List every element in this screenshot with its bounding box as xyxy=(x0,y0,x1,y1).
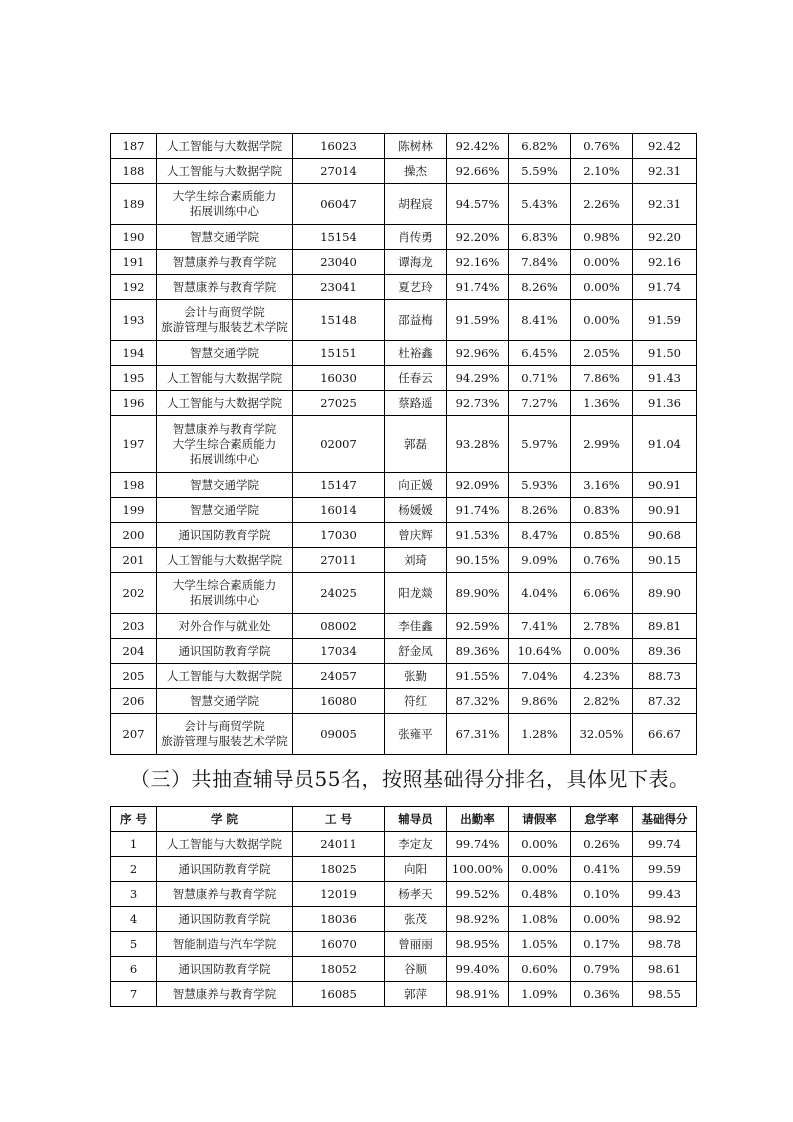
table-row xyxy=(111,300,697,341)
table-row xyxy=(111,134,697,159)
college-cell: 通识国防教育学院 xyxy=(157,857,293,882)
leave-rate-cell: 0.48% xyxy=(509,882,571,907)
staff-id-cell: 12019 xyxy=(293,882,385,907)
counselor-cell: 郭磊 xyxy=(385,416,447,473)
staff-id-cell: 23041 xyxy=(293,275,385,300)
base-score-cell: 90.91 xyxy=(633,473,697,498)
college-cell: 通识国防教育学院 xyxy=(157,907,293,932)
truancy-rate-cell: 1.36% xyxy=(571,391,633,416)
leave-rate-cell: 9.86% xyxy=(509,689,571,714)
index-cell: 188 xyxy=(111,159,157,184)
attendance-rate-cell: 99.74% xyxy=(447,832,509,857)
header-truancy-rate: 怠学率 xyxy=(571,807,633,832)
staff-id-cell: 24011 xyxy=(293,832,385,857)
leave-rate-cell: 8.26% xyxy=(509,275,571,300)
header-leave-rate: 请假率 xyxy=(509,807,571,832)
leave-rate-cell: 1.05% xyxy=(509,932,571,957)
base-score-cell: 99.59 xyxy=(633,857,697,882)
college-cell: 智能制造与汽车学院 xyxy=(157,932,293,957)
attendance-rate-cell: 92.16% xyxy=(447,250,509,275)
attendance-rate-cell: 92.42% xyxy=(447,134,509,159)
index-cell: 5 xyxy=(111,932,157,957)
table-row xyxy=(111,498,697,523)
college-cell: 人工智能与大数据学院 xyxy=(157,159,293,184)
index-cell: 204 xyxy=(111,639,157,664)
staff-id-cell: 18036 xyxy=(293,907,385,932)
index-cell: 1 xyxy=(111,832,157,857)
truancy-rate-cell: 0.00% xyxy=(571,250,633,275)
attendance-rate-cell: 98.92% xyxy=(447,907,509,932)
leave-rate-cell: 1.08% xyxy=(509,907,571,932)
staff-id-cell: 17030 xyxy=(293,523,385,548)
staff-id-cell: 23040 xyxy=(293,250,385,275)
table-row xyxy=(111,857,697,882)
truancy-rate-cell: 2.10% xyxy=(571,159,633,184)
leave-rate-cell: 1.09% xyxy=(509,982,571,1007)
leave-rate-cell: 8.26% xyxy=(509,498,571,523)
index-cell: 198 xyxy=(111,473,157,498)
college-cell: 会计与商贸学院 旅游管理与服装艺术学院 xyxy=(157,300,293,341)
truancy-rate-cell: 2.78% xyxy=(571,614,633,639)
table-row xyxy=(111,366,697,391)
truancy-rate-cell: 0.85% xyxy=(571,523,633,548)
college-cell: 人工智能与大数据学院 xyxy=(157,391,293,416)
counselor-cell: 向阳 xyxy=(385,857,447,882)
truancy-rate-cell: 0.00% xyxy=(571,639,633,664)
table-row xyxy=(111,664,697,689)
base-score-cell: 88.73 xyxy=(633,664,697,689)
leave-rate-cell: 10.64% xyxy=(509,639,571,664)
index-cell: 187 xyxy=(111,134,157,159)
table-row xyxy=(111,275,697,300)
counselor-cell: 曾庆辉 xyxy=(385,523,447,548)
base-score-cell: 91.04 xyxy=(633,416,697,473)
index-cell: 201 xyxy=(111,548,157,573)
staff-id-cell: 15154 xyxy=(293,225,385,250)
table2-body xyxy=(111,832,697,1007)
leave-rate-cell: 0.60% xyxy=(509,957,571,982)
counselor-cell: 操杰 xyxy=(385,159,447,184)
leave-rate-cell: 6.82% xyxy=(509,134,571,159)
base-score-cell: 98.92 xyxy=(633,907,697,932)
base-score-cell: 92.31 xyxy=(633,159,697,184)
college-cell: 智慧康养与教育学院 xyxy=(157,982,293,1007)
header-index: 序 号 xyxy=(111,807,157,832)
counselor-cell: 曾丽丽 xyxy=(385,932,447,957)
counselor-cell: 符红 xyxy=(385,689,447,714)
table-row xyxy=(111,341,697,366)
base-score-cell: 91.43 xyxy=(633,366,697,391)
college-cell: 人工智能与大数据学院 xyxy=(157,664,293,689)
base-score-cell: 92.16 xyxy=(633,250,697,275)
table-row xyxy=(111,391,697,416)
attendance-rate-cell: 92.20% xyxy=(447,225,509,250)
counselor-cell: 杨孝天 xyxy=(385,882,447,907)
table-row xyxy=(111,523,697,548)
attendance-rate-cell: 100.00% xyxy=(447,857,509,882)
attendance-rate-cell: 91.53% xyxy=(447,523,509,548)
truancy-rate-cell: 0.79% xyxy=(571,957,633,982)
leave-rate-cell: 8.41% xyxy=(509,300,571,341)
attendance-rate-cell: 91.59% xyxy=(447,300,509,341)
staff-id-cell: 02007 xyxy=(293,416,385,473)
truancy-rate-cell: 0.26% xyxy=(571,832,633,857)
truancy-rate-cell: 0.17% xyxy=(571,932,633,957)
counselor-cell: 郭萍 xyxy=(385,982,447,1007)
staff-id-cell: 24057 xyxy=(293,664,385,689)
counselor-cell: 邵益梅 xyxy=(385,300,447,341)
table-row xyxy=(111,907,697,932)
truancy-rate-cell: 6.06% xyxy=(571,573,633,614)
base-score-cell: 98.61 xyxy=(633,957,697,982)
staff-id-cell: 06047 xyxy=(293,184,385,225)
attendance-rate-cell: 92.96% xyxy=(447,341,509,366)
table-row xyxy=(111,639,697,664)
table-row xyxy=(111,882,697,907)
base-score-cell: 66.67 xyxy=(633,714,697,755)
college-cell: 对外合作与就业处 xyxy=(157,614,293,639)
attendance-rate-cell: 90.15% xyxy=(447,548,509,573)
attendance-rate-cell: 92.73% xyxy=(447,391,509,416)
header-attendance-rate: 出勤率 xyxy=(447,807,509,832)
leave-rate-cell: 6.45% xyxy=(509,341,571,366)
base-score-cell: 89.90 xyxy=(633,573,697,614)
college-cell: 大学生综合素质能力 拓展训练中心 xyxy=(157,573,293,614)
leave-rate-cell: 0.00% xyxy=(509,832,571,857)
index-cell: 189 xyxy=(111,184,157,225)
base-score-cell: 90.15 xyxy=(633,548,697,573)
college-cell: 智慧康养与教育学院 xyxy=(157,275,293,300)
attendance-rate-cell: 91.55% xyxy=(447,664,509,689)
attendance-rate-cell: 91.74% xyxy=(447,498,509,523)
base-score-cell: 90.91 xyxy=(633,498,697,523)
index-cell: 202 xyxy=(111,573,157,614)
college-cell: 通识国防教育学院 xyxy=(157,639,293,664)
staff-id-cell: 16014 xyxy=(293,498,385,523)
truancy-rate-cell: 0.10% xyxy=(571,882,633,907)
index-cell: 196 xyxy=(111,391,157,416)
attendance-rate-cell: 92.66% xyxy=(447,159,509,184)
base-score-cell: 90.68 xyxy=(633,523,697,548)
truancy-rate-cell: 0.00% xyxy=(571,275,633,300)
staff-id-cell: 27014 xyxy=(293,159,385,184)
base-score-cell: 91.36 xyxy=(633,391,697,416)
header-counselor: 辅导员 xyxy=(385,807,447,832)
leave-rate-cell: 5.59% xyxy=(509,159,571,184)
staff-id-cell: 15147 xyxy=(293,473,385,498)
index-cell: 191 xyxy=(111,250,157,275)
staff-id-cell: 18052 xyxy=(293,957,385,982)
counselor-cell: 谭海龙 xyxy=(385,250,447,275)
base-score-cell: 99.74 xyxy=(633,832,697,857)
counselor-cell: 李佳鑫 xyxy=(385,614,447,639)
truancy-rate-cell: 2.82% xyxy=(571,689,633,714)
truancy-rate-cell: 0.76% xyxy=(571,548,633,573)
staff-id-cell: 09005 xyxy=(293,714,385,755)
base-score-cell: 98.55 xyxy=(633,982,697,1007)
table-row xyxy=(111,548,697,573)
staff-id-cell: 16085 xyxy=(293,982,385,1007)
college-cell: 人工智能与大数据学院 xyxy=(157,366,293,391)
index-cell: 3 xyxy=(111,882,157,907)
counselor-cell: 向正媛 xyxy=(385,473,447,498)
attendance-rate-cell: 92.09% xyxy=(447,473,509,498)
college-cell: 智慧交通学院 xyxy=(157,341,293,366)
truancy-rate-cell: 0.36% xyxy=(571,982,633,1007)
leave-rate-cell: 5.93% xyxy=(509,473,571,498)
table-row xyxy=(111,416,697,473)
college-cell: 人工智能与大数据学院 xyxy=(157,548,293,573)
college-cell: 通识国防教育学院 xyxy=(157,957,293,982)
staff-id-cell: 16070 xyxy=(293,932,385,957)
table-row xyxy=(111,689,697,714)
truancy-rate-cell: 0.83% xyxy=(571,498,633,523)
ranking-table-continued xyxy=(110,133,697,755)
table-row xyxy=(111,614,697,639)
counselor-cell: 李定友 xyxy=(385,832,447,857)
staff-id-cell: 16023 xyxy=(293,134,385,159)
counselor-cell: 张茂 xyxy=(385,907,447,932)
attendance-rate-cell: 92.59% xyxy=(447,614,509,639)
index-cell: 4 xyxy=(111,907,157,932)
header-staff-id: 工 号 xyxy=(293,807,385,832)
counselor-cell: 夏艺玲 xyxy=(385,275,447,300)
leave-rate-cell: 7.27% xyxy=(509,391,571,416)
counselor-cell: 陈树林 xyxy=(385,134,447,159)
table-row xyxy=(111,832,697,857)
index-cell: 193 xyxy=(111,300,157,341)
attendance-rate-cell: 94.57% xyxy=(447,184,509,225)
college-cell: 智慧康养与教育学院 xyxy=(157,250,293,275)
header-college: 学 院 xyxy=(157,807,293,832)
index-cell: 197 xyxy=(111,416,157,473)
base-score-cell: 91.59 xyxy=(633,300,697,341)
leave-rate-cell: 5.97% xyxy=(509,416,571,473)
truancy-rate-cell: 2.05% xyxy=(571,341,633,366)
base-score-cell: 89.81 xyxy=(633,614,697,639)
college-cell: 大学生综合素质能力 拓展训练中心 xyxy=(157,184,293,225)
index-cell: 205 xyxy=(111,664,157,689)
leave-rate-cell: 4.04% xyxy=(509,573,571,614)
counselor-cell: 肖传勇 xyxy=(385,225,447,250)
base-score-cell: 92.20 xyxy=(633,225,697,250)
staff-id-cell: 08002 xyxy=(293,614,385,639)
attendance-rate-cell: 87.32% xyxy=(447,689,509,714)
base-score-cell: 87.32 xyxy=(633,689,697,714)
base-score-cell: 92.42 xyxy=(633,134,697,159)
attendance-rate-cell: 98.95% xyxy=(447,932,509,957)
truancy-rate-cell: 4.23% xyxy=(571,664,633,689)
leave-rate-cell: 0.00% xyxy=(509,857,571,882)
index-cell: 192 xyxy=(111,275,157,300)
leave-rate-cell: 8.47% xyxy=(509,523,571,548)
staff-id-cell: 15148 xyxy=(293,300,385,341)
counselor-ranking-table xyxy=(110,806,697,1007)
truancy-rate-cell: 0.00% xyxy=(571,300,633,341)
leave-rate-cell: 5.43% xyxy=(509,184,571,225)
base-score-cell: 91.74 xyxy=(633,275,697,300)
truancy-rate-cell: 7.86% xyxy=(571,366,633,391)
college-cell: 人工智能与大数据学院 xyxy=(157,134,293,159)
table-row xyxy=(111,982,697,1007)
counselor-cell: 任春云 xyxy=(385,366,447,391)
truancy-rate-cell: 0.98% xyxy=(571,225,633,250)
counselor-cell: 阳龙燚 xyxy=(385,573,447,614)
truancy-rate-cell: 3.16% xyxy=(571,473,633,498)
truancy-rate-cell: 0.76% xyxy=(571,134,633,159)
table-row xyxy=(111,159,697,184)
leave-rate-cell: 7.04% xyxy=(509,664,571,689)
staff-id-cell: 16080 xyxy=(293,689,385,714)
counselor-cell: 张勤 xyxy=(385,664,447,689)
leave-rate-cell: 0.71% xyxy=(509,366,571,391)
attendance-rate-cell: 98.91% xyxy=(447,982,509,1007)
index-cell: 7 xyxy=(111,982,157,1007)
college-cell: 智慧康养与教育学院 大学生综合素质能力 拓展训练中心 xyxy=(157,416,293,473)
truancy-rate-cell: 2.99% xyxy=(571,416,633,473)
attendance-rate-cell: 91.74% xyxy=(447,275,509,300)
staff-id-cell: 24025 xyxy=(293,573,385,614)
index-cell: 195 xyxy=(111,366,157,391)
attendance-rate-cell: 67.31% xyxy=(447,714,509,755)
section-heading: （三）共抽查辅导员55名，按照基础得分排名，具体见下表。 xyxy=(130,767,690,791)
table-row xyxy=(111,184,697,225)
staff-id-cell: 15151 xyxy=(293,341,385,366)
index-cell: 207 xyxy=(111,714,157,755)
staff-id-cell: 16030 xyxy=(293,366,385,391)
counselor-cell: 谷顺 xyxy=(385,957,447,982)
index-cell: 2 xyxy=(111,857,157,882)
college-cell: 智慧康养与教育学院 xyxy=(157,882,293,907)
truancy-rate-cell: 32.05% xyxy=(571,714,633,755)
attendance-rate-cell: 89.36% xyxy=(447,639,509,664)
base-score-cell: 98.78 xyxy=(633,932,697,957)
attendance-rate-cell: 93.28% xyxy=(447,416,509,473)
attendance-rate-cell: 89.90% xyxy=(447,573,509,614)
attendance-rate-cell: 99.52% xyxy=(447,882,509,907)
college-cell: 智慧交通学院 xyxy=(157,498,293,523)
college-cell: 智慧交通学院 xyxy=(157,225,293,250)
counselor-cell: 杜裕鑫 xyxy=(385,341,447,366)
table-header-row xyxy=(111,807,697,832)
counselor-cell: 蔡路遥 xyxy=(385,391,447,416)
table-row xyxy=(111,932,697,957)
truancy-rate-cell: 0.41% xyxy=(571,857,633,882)
counselor-cell: 舒金凤 xyxy=(385,639,447,664)
base-score-cell: 91.50 xyxy=(633,341,697,366)
index-cell: 194 xyxy=(111,341,157,366)
college-cell: 智慧交通学院 xyxy=(157,473,293,498)
counselor-cell: 胡程宸 xyxy=(385,184,447,225)
college-cell: 人工智能与大数据学院 xyxy=(157,832,293,857)
leave-rate-cell: 6.83% xyxy=(509,225,571,250)
counselor-cell: 张雍平 xyxy=(385,714,447,755)
table1-body xyxy=(111,134,697,755)
index-cell: 203 xyxy=(111,614,157,639)
staff-id-cell: 27011 xyxy=(293,548,385,573)
index-cell: 6 xyxy=(111,957,157,982)
base-score-cell: 89.36 xyxy=(633,639,697,664)
base-score-cell: 92.31 xyxy=(633,184,697,225)
truancy-rate-cell: 0.00% xyxy=(571,907,633,932)
leave-rate-cell: 7.84% xyxy=(509,250,571,275)
leave-rate-cell: 1.28% xyxy=(509,714,571,755)
index-cell: 190 xyxy=(111,225,157,250)
index-cell: 199 xyxy=(111,498,157,523)
attendance-rate-cell: 94.29% xyxy=(447,366,509,391)
staff-id-cell: 17034 xyxy=(293,639,385,664)
counselor-cell: 杨媛媛 xyxy=(385,498,447,523)
table-row xyxy=(111,714,697,755)
college-cell: 智慧交通学院 xyxy=(157,689,293,714)
attendance-rate-cell: 99.40% xyxy=(447,957,509,982)
table-row xyxy=(111,957,697,982)
base-score-cell: 99.43 xyxy=(633,882,697,907)
counselor-cell: 刘琦 xyxy=(385,548,447,573)
table-row xyxy=(111,473,697,498)
truancy-rate-cell: 2.26% xyxy=(571,184,633,225)
table-row xyxy=(111,250,697,275)
table-row xyxy=(111,573,697,614)
staff-id-cell: 27025 xyxy=(293,391,385,416)
index-cell: 206 xyxy=(111,689,157,714)
table-row xyxy=(111,225,697,250)
college-cell: 通识国防教育学院 xyxy=(157,523,293,548)
staff-id-cell: 18025 xyxy=(293,857,385,882)
index-cell: 200 xyxy=(111,523,157,548)
header-base-score: 基础得分 xyxy=(633,807,697,832)
leave-rate-cell: 7.41% xyxy=(509,614,571,639)
college-cell: 会计与商贸学院 旅游管理与服装艺术学院 xyxy=(157,714,293,755)
leave-rate-cell: 9.09% xyxy=(509,548,571,573)
